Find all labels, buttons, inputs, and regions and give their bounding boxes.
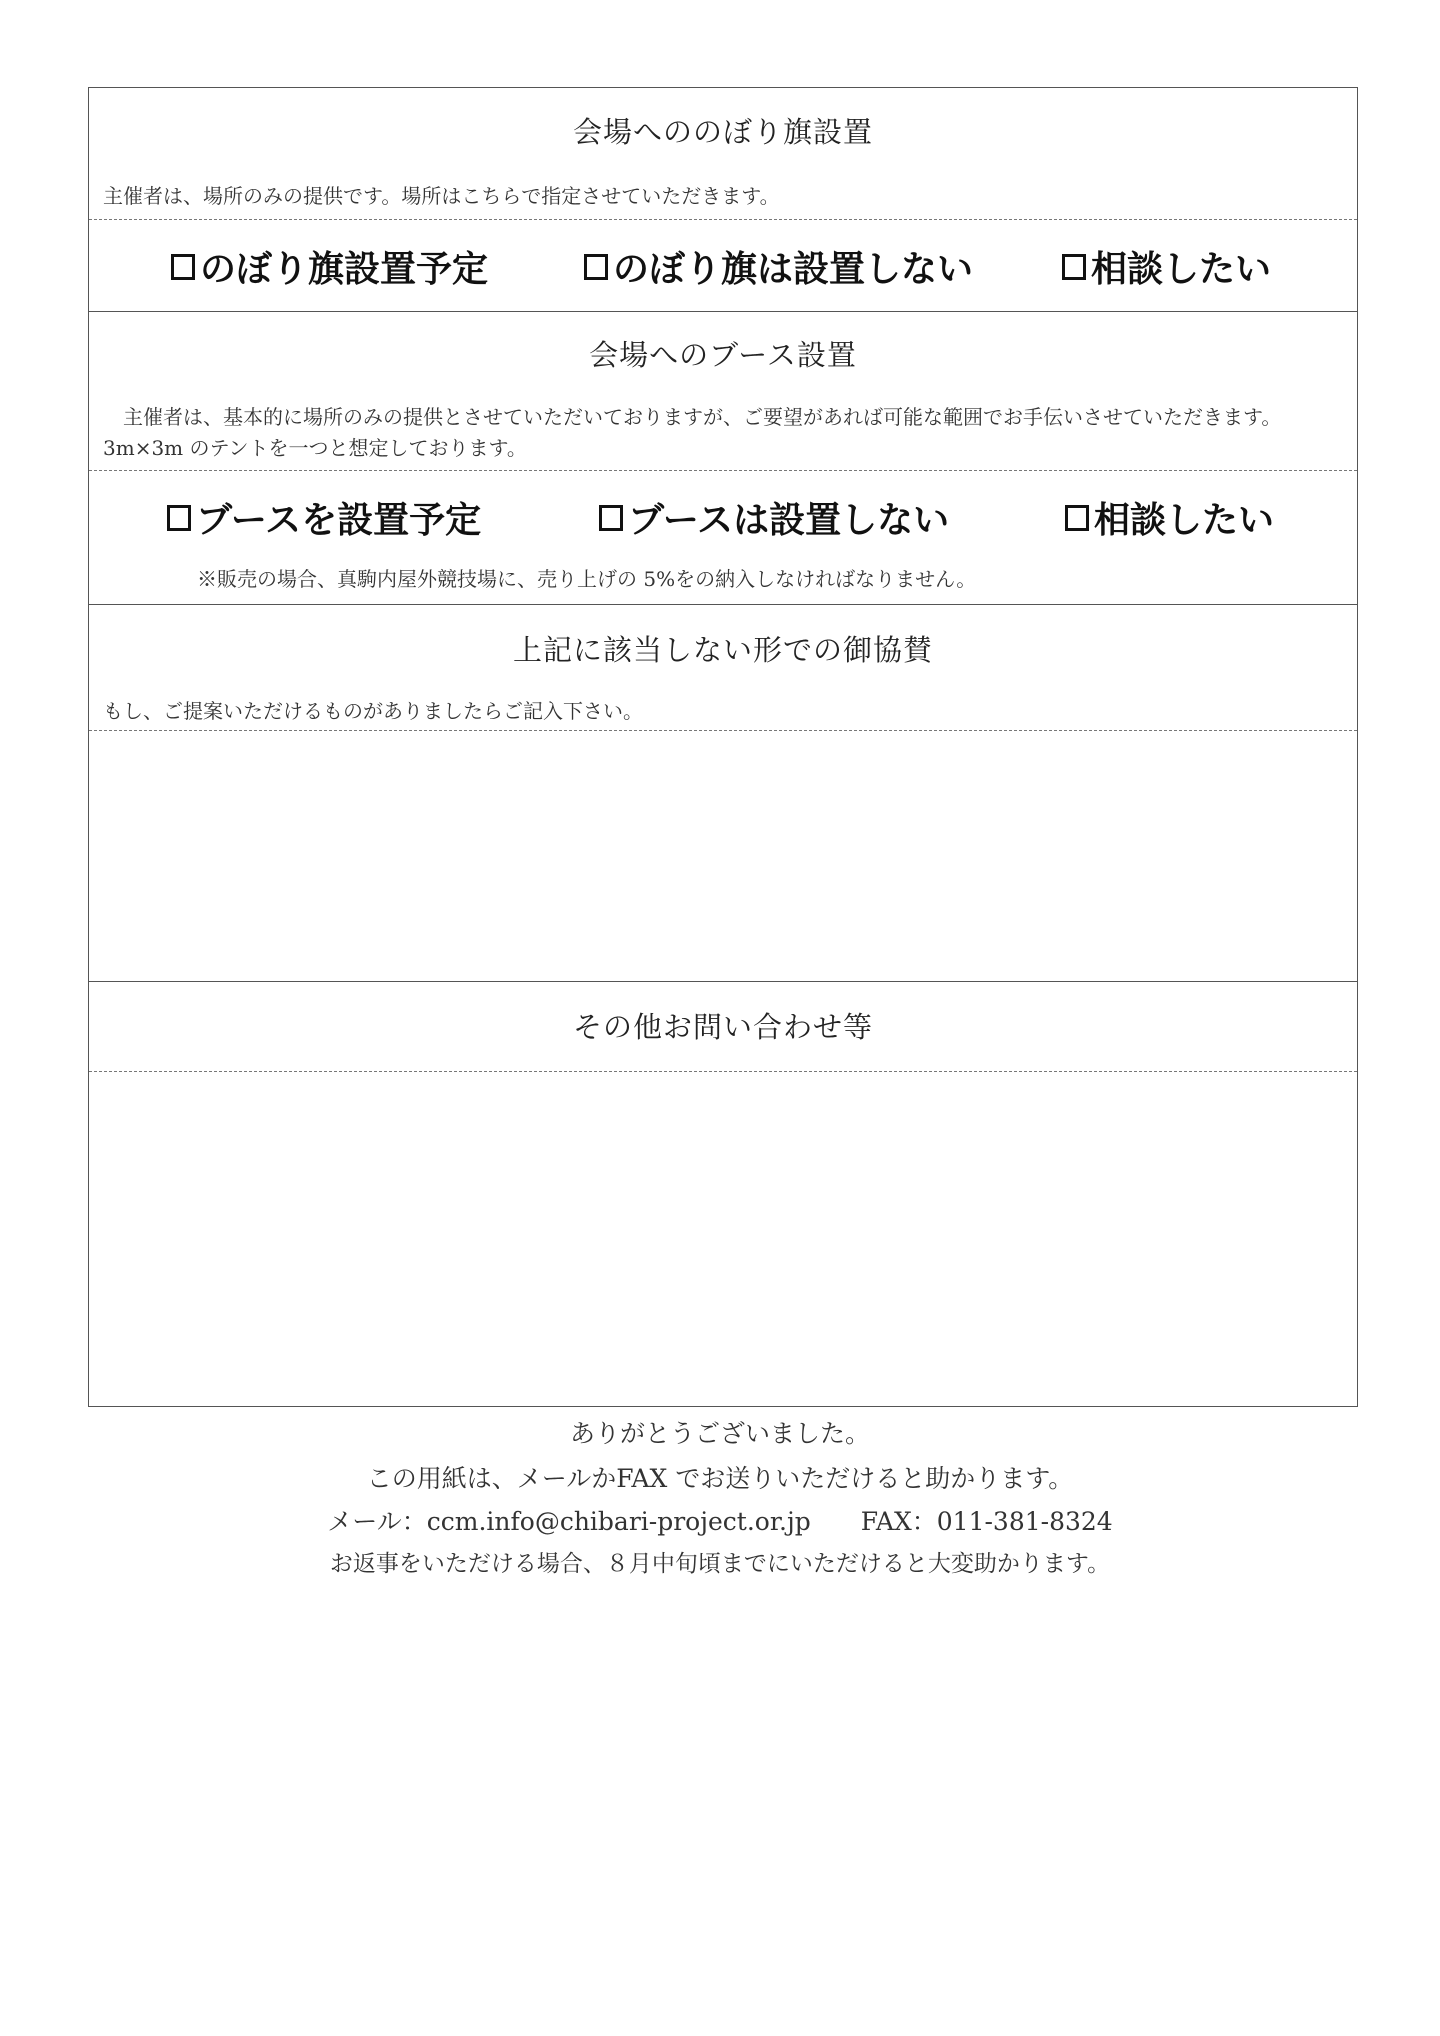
option-label: のぼり旗は設置しない	[613, 249, 974, 290]
option-nobori-planned[interactable]	[171, 241, 488, 292]
option-label: 相談したい	[1091, 249, 1272, 290]
sales-note: ※販売の場合、真駒内屋外競技場に、売り上げの 5%をの納入しなければなりません。	[197, 567, 977, 591]
other-sponsor-answer-area[interactable]	[89, 730, 1357, 982]
booth-note: 主催者は、基本的に場所のみの提供とさせていただいておりますが、ご要望があれば可能な範囲でお手伝いさせていただきます。3m×3m のテントを一つと想定しております。	[103, 405, 1282, 460]
booth-section	[89, 313, 1357, 473]
nobori-section	[89, 88, 1357, 225]
checkbox-icon[interactable]	[167, 505, 191, 531]
checkbox-icon[interactable]	[171, 254, 195, 280]
divider	[89, 1071, 1357, 1072]
option-label: ブースは設置しない	[628, 500, 950, 541]
checkbox-icon[interactable]	[1062, 254, 1086, 280]
form-frame	[88, 87, 1358, 1407]
other-sponsor-section	[89, 606, 1357, 734]
instruction-text: この用紙は、メールかFAX でお送りいただけると助かります。	[366, 1464, 1074, 1493]
other-sponsor-title: 上記に該当しない形での御協賛	[512, 633, 933, 667]
checkbox-icon[interactable]	[1065, 505, 1089, 531]
nobori-title: 会場へののぼり旗設置	[572, 115, 873, 149]
booth-title: 会場へのブース設置	[589, 338, 857, 372]
option-booth-consult[interactable]	[1065, 492, 1274, 543]
nobori-note: 主催者は、場所のみの提供です。場所はこちらで指定させていただきます。	[103, 184, 780, 208]
option-label: 相談したい	[1094, 500, 1275, 541]
option-booth-planned[interactable]	[167, 492, 481, 543]
other-sponsor-note: もし、ご提案いただけるものがありましたらご記入下さい。	[103, 699, 643, 723]
checkbox-icon[interactable]	[584, 254, 608, 280]
option-nobori-consult[interactable]	[1062, 241, 1271, 292]
inquiry-section	[89, 983, 1357, 1073]
thanks-text: ありがとうございました。	[569, 1419, 870, 1448]
booth-options-row	[89, 470, 1357, 605]
inquiry-answer-area[interactable]	[89, 1073, 1357, 1406]
option-label: ブースを設置予定	[196, 500, 482, 541]
contact-text: メール：ccm.info@chibari-project.or.jp FAX：011-381-8324	[327, 1507, 1113, 1536]
checkbox-icon[interactable]	[599, 505, 623, 531]
inquiry-title: その他お問い合わせ等	[572, 1010, 873, 1044]
option-booth-none[interactable]	[599, 492, 949, 543]
option-nobori-none[interactable]	[584, 241, 973, 292]
nobori-options-row	[89, 219, 1357, 312]
option-label: のぼり旗設置予定	[200, 249, 489, 290]
deadline-text: お返事をいただける場合、８月中旬頃までにいただけると大変助かります。	[329, 1551, 1111, 1577]
